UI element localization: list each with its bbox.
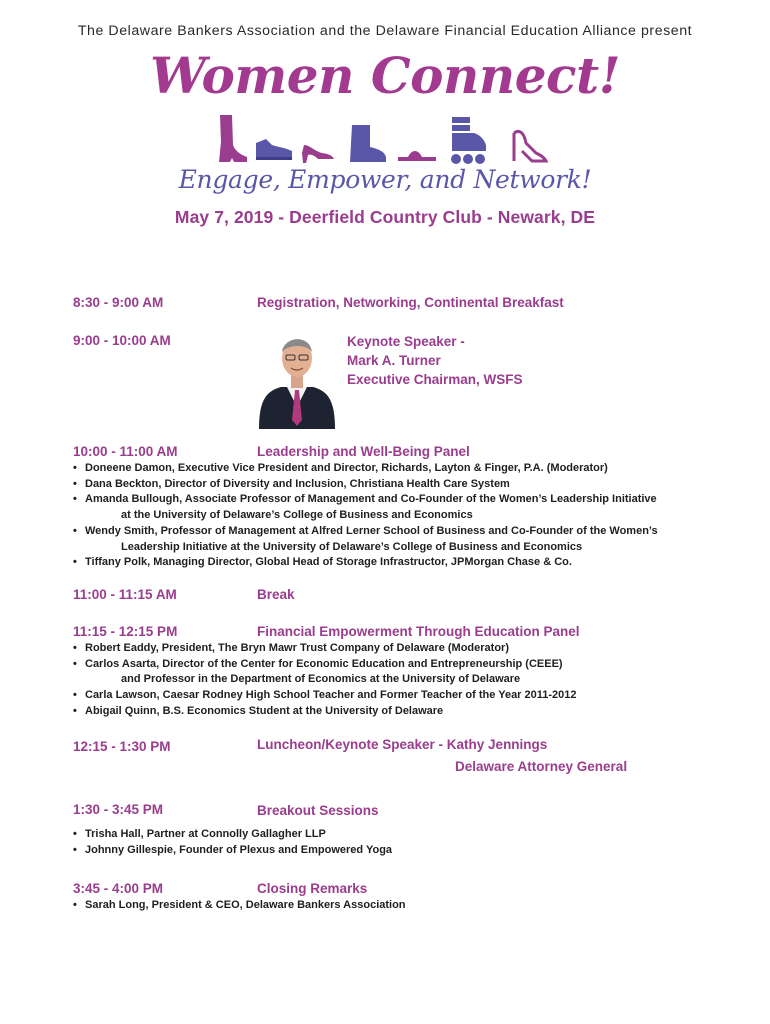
panelist-list <box>73 461 763 571</box>
list-item: • Abigail Quinn, B.S. Economics Student at the University of Delaware <box>73 704 763 720</box>
agenda-time: 11:00 - 11:15 AM <box>73 587 177 602</box>
presenter-line: The Delaware Bankers Association and the Delaware Financial Education Alliance present <box>77 23 693 39</box>
list-item-line: • Carlos Asarta, Director of the Center for Economic Education and Entrepreneurship (CEEE) <box>85 657 563 670</box>
event-tagline: Engage, Empower, and Network! <box>178 165 592 194</box>
list-item: • Sarah Long, President & CEO, Delaware Bankers Association <box>73 898 763 914</box>
pump-icon <box>302 145 334 163</box>
agenda-time: 3:45 - 4:00 PM <box>73 881 164 896</box>
presenter-list <box>73 898 763 914</box>
keynote-block <box>347 332 523 389</box>
list-item: • Dana Beckton, Director of Diversity and Inclusion, Christiana Health Care System <box>73 477 763 493</box>
agenda-time: 9:00 - 10:00 AM <box>73 333 171 348</box>
boot-icon <box>219 115 247 162</box>
stiletto-icon <box>514 131 546 161</box>
agenda-title: Closing Remarks <box>257 881 368 896</box>
list-item-continuation: at the University of Delaware’s College of Business and Economics <box>121 509 473 522</box>
event-title: Women Connect! <box>149 46 621 105</box>
list-item: • Tiffany Polk, Managing Director, Global Head of Storage Infrastructor, JPMorgan Chase & Co. <box>73 555 763 571</box>
agenda-time: 1:30 - 3:45 PM <box>73 802 164 817</box>
agenda-time: 10:00 - 11:00 AM <box>73 444 178 459</box>
list-item <box>73 657 763 688</box>
agenda-title: Luncheon/Keynote Speaker - Kathy Jennings <box>257 737 548 752</box>
list-item <box>73 524 763 555</box>
list-item: • Doneene Damon, Executive Vice President and Director, Richards, Layton & Finger, P.A. (Moderator) <box>73 461 763 477</box>
shoe-icons-row <box>212 113 562 165</box>
keynote-label: Keynote Speaker - <box>347 334 465 349</box>
list-item-continuation: Leadership Initiative at the University of Delaware’s College of Business and Economics <box>121 540 583 553</box>
roller-skate-icon <box>451 117 486 164</box>
agenda-time: 12:15 - 1:30 PM <box>73 739 171 754</box>
agenda-title: Registration, Networking, Continental Breakfast <box>257 295 564 310</box>
list-item: • Robert Eaddy, President, The Bryn Mawr Trust Company of Delaware (Moderator) <box>73 641 763 657</box>
list-item: • Trisha Hall, Partner at Connolly Gallagher LLP <box>73 827 763 843</box>
list-item <box>73 492 763 523</box>
agenda-title: Financial Empowerment Through Education Panel <box>257 624 580 639</box>
sandal-icon <box>398 151 436 161</box>
date-location: May 7, 2019 - Deerfield Country Club - Newark, DE <box>174 207 596 227</box>
agenda-title: Leadership and Well-Being Panel <box>257 444 470 459</box>
sneaker-icon <box>256 139 292 160</box>
list-item-line: • Wendy Smith, Professor of Management at Alfred Lerner School of Business and Co-Founder of the Women’s <box>85 524 658 537</box>
list-item: • Carla Lawson, Caesar Rodney High School Teacher and Former Teacher of the Year 2011-2012 <box>73 688 763 704</box>
agenda-subtitle: Delaware Attorney General <box>455 759 628 774</box>
list-item-line: • Amanda Bullough, Associate Professor of Management and Co-Founder of the Women’s Leadership Initiative <box>85 493 657 506</box>
panelist-list <box>73 641 763 720</box>
list-item: • Johnny Gillespie, Founder of Plexus and Empowered Yoga <box>73 843 763 859</box>
presenter-list <box>73 827 763 858</box>
list-item-continuation: and Professor in the Department of Economics at the University of Delaware <box>121 673 521 686</box>
agenda-title: Breakout Sessions <box>257 803 379 818</box>
work-boot-icon <box>350 125 386 162</box>
agenda-title: Break <box>257 587 295 602</box>
keynote-speaker: Mark A. Turner <box>347 353 441 368</box>
agenda-time: 8:30 - 9:00 AM <box>73 295 164 310</box>
speaker-photo <box>257 326 336 429</box>
keynote-role: Executive Chairman, WSFS <box>347 372 523 387</box>
agenda-time: 11:15 - 12:15 PM <box>73 624 178 639</box>
